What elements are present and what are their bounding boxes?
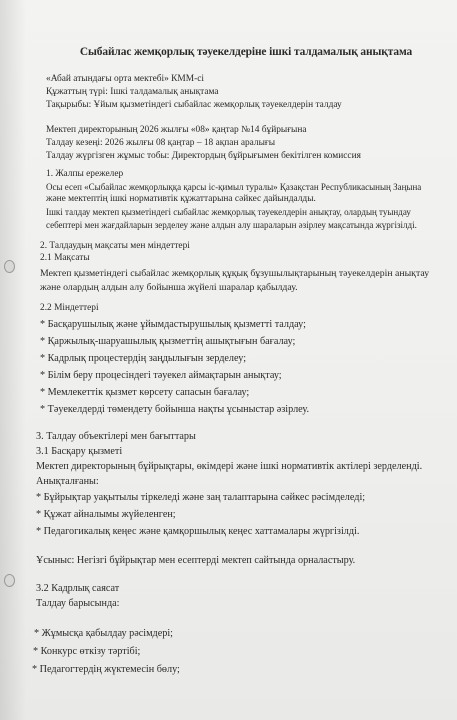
section-1-line: себептері мен жағдайларын зерделеу және алдын алу шараларын әзірлеу мақсатында жүргізілді.	[46, 220, 417, 230]
section-1-line: Осы есеп «Сыбайлас жемқорлыққа қарсы іс-қимыл туралы» Қазақстан Республикасының Заңына	[46, 182, 422, 192]
section-1-line: және мектептің ішкі нормативтік құжаттарына сәйкес дайындалды.	[46, 194, 316, 204]
section-3-2-intro: Талдау барысында:	[36, 598, 120, 609]
hr-item: * Педагогтердің жүктемесін бөлу;	[32, 664, 180, 675]
finding-item: * Педагогикалық кеңес және қамқоршылық кеңес хаттамалары жүргізілді.	[36, 526, 360, 537]
section-2-2-heading: 2.2 Міндеттері	[40, 303, 99, 313]
section-2-heading: 2. Талдаудың мақсаты мен міндеттері	[40, 241, 190, 251]
recommendation-line: Ұсыныс: Негізгі бұйрықтар мен есептерді мектеп сайтында орналастыру.	[36, 555, 356, 566]
section-2-1-heading: 2.1 Мақсаты	[40, 253, 90, 263]
section-3-1-heading: 3.1 Басқару қызметі	[36, 446, 123, 457]
topic-line: Тақырыбы: Ұйым қызметіндегі сыбайлас жемқорлық тәуекелдерін талдау	[46, 100, 342, 110]
hr-item: * Жұмысқа қабылдау рәсімдері;	[34, 628, 173, 639]
team-line: Талдау жүргізген жұмыс тобы: Директордың бұйрығымен бекітілген комиссия	[46, 151, 361, 161]
task-item: * Басқарушылық және ұйымдастырушылық қызметті талдау;	[40, 319, 306, 330]
task-item: * Мемлекеттік қызмет көрсету сапасын бағалау;	[40, 387, 250, 398]
punch-hole	[4, 574, 15, 587]
section-3-1-line: Мектеп директорының бұйрықтары, өкімдері және ішкі нормативтік актілері зерделенді.	[36, 461, 423, 472]
section-2-1-line: Мектеп қызметіндегі сыбайлас жемқорлық құқық бұзушылықтарының тәуекелдерін анықтау	[40, 268, 430, 279]
punch-hole	[4, 260, 15, 273]
task-item: * Қаржылық-шаруашылық қызметтің ашықтығын бағалау;	[40, 336, 296, 347]
section-1-heading: 1. Жалпы ережелер	[46, 169, 124, 179]
section-3-heading: 3. Талдау объектілері мен бағыттары	[36, 431, 196, 442]
period-line: Талдау кезеңі: 2026 жылғы 08 қаңтар – 18 ақпан аралығы	[46, 138, 276, 148]
order-line: Мектеп директорының 2026 жылғы «08» қаңтар №14 бұйрығына	[46, 125, 307, 135]
section-3-2-heading: 3.2 Кадрлық саясат	[36, 583, 120, 594]
org-line: «Абай атындағы орта мектебі» КММ-сі	[46, 74, 204, 84]
task-item: * Білім беру процесіндегі тәуекел аймақтарын анықтау;	[40, 370, 282, 381]
hr-item: * Конкурс өткізу тәртібі;	[33, 646, 141, 657]
finding-item: * Бұйрықтар уақытылы тіркеледі және заң талаптарына сәйкес рәсімделеді;	[36, 492, 366, 503]
finding-item: * Құжат айналымы жүйеленген;	[36, 509, 176, 520]
page-shadow	[0, 0, 26, 720]
section-2-1-line: және олардың алдын алу бойынша жүйелі шаралар қабылдау.	[40, 282, 298, 293]
document-title: Сыбайлас жемқорлық тәуекелдеріне ішкі талдамалық анықтама	[79, 46, 413, 58]
section-1-line: Ішкі талдау мектеп қызметіндегі сыбайлас жемқорлық тәуекелдерін анықтау, олардың туындау	[46, 207, 411, 217]
section-3-1-line: Анықталғаны:	[36, 476, 99, 487]
task-item: * Кадрлық процестердің заңдылығын зерделеу;	[40, 353, 247, 364]
doc-type-line: Құжаттың түрі: Ішкі талдамалық анықтама	[46, 87, 219, 97]
task-item: * Тәуекелдерді төмендету бойынша нақты ұсыныстар әзірлеу.	[40, 404, 310, 415]
